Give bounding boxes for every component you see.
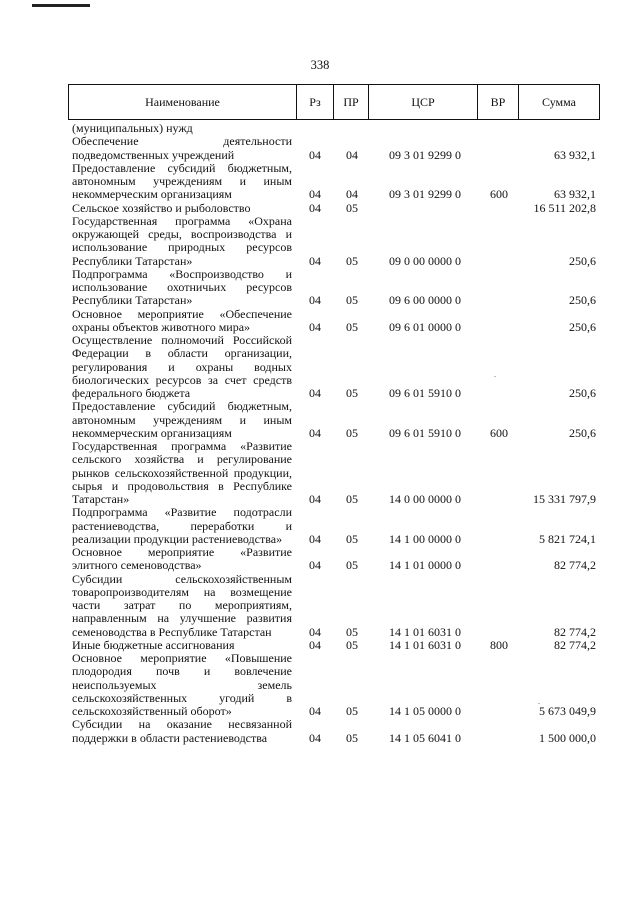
row-sum: 63 932,1 [554,187,596,202]
table-row [72,639,596,652]
row-vr: 600 [490,187,508,202]
table-row [72,400,596,440]
page-number: 338 [310,58,330,72]
row-sum: 5 821 724,1 [539,531,596,546]
scan-corner-mark [32,4,90,7]
row-csr: 14 1 01 6031 0 [389,624,461,639]
row-csr: 09 6 01 0000 0 [389,319,461,334]
row-pr: 05 [346,531,358,546]
row-name: Субсидии сельскохозяйственным товаропроизводителям на возмещение части затрат по мероприятиям, направленным на улучшение развития семеноводства в Республике Татарстан [72,571,292,639]
row-rz: 04 [309,386,321,400]
row-rz: 04 [309,637,321,652]
row-pr: 05 [346,558,358,573]
row-sum: 250,6 [569,425,596,440]
header-rz: Рз [297,85,334,119]
row-csr: 09 3 01 9299 0 [389,147,461,162]
row-name: Основное мероприятие «Повышение плодородия почв и вовлечение неиспользуемых земель сельскохозяйственных угодий в сельскохозяйственный оборот» [72,651,292,718]
row-sum: 82 774,2 [554,637,596,652]
row-name: Предоставление субсидий бюджетным, автономным учреждениям и иным некоммерческим организациям [72,160,292,202]
row-rz: 04 [309,730,321,745]
row-pr: 05 [346,386,358,400]
row-sum: 5 673 049,9 [539,704,596,718]
row-name: Обеспечение деятельности подведомственных учреждений [72,134,292,162]
budget-table-body [72,122,596,745]
row-name: Основное мероприятие «Обеспечение охраны объектов животного мира» [72,306,292,334]
table-row [72,652,596,718]
row-csr: 09 3 01 9299 0 [389,187,461,202]
row-rz: 04 [309,319,321,334]
row-pr: 04 [346,187,358,202]
row-pr: 04 [346,147,358,162]
row-csr: 14 1 01 0000 0 [389,558,461,573]
row-sum: 15 331 797,9 [533,492,596,506]
row-vr: 800 [490,637,508,652]
row-sum: 250,6 [569,319,596,334]
row-csr: 14 0 00 0000 0 [389,492,461,506]
row-csr: 14 1 00 0000 0 [389,531,461,546]
table-row [72,546,596,573]
table-row [72,215,596,268]
header-csr: ЦСР [369,85,478,119]
row-sum: 82 774,2 [554,558,596,573]
row-rz: 04 [309,147,321,162]
row-name: Иные бюджетные ассигнования [72,637,235,652]
row-pr: 05 [346,293,358,308]
row-pr: 05 [346,704,358,718]
row-rz: 04 [309,704,321,718]
row-csr: 09 0 00 0000 0 [389,253,461,268]
row-sum: 16 511 202,8 [533,200,596,215]
scan-speck [494,376,496,377]
row-sum: 82 774,2 [554,624,596,639]
scan-speck [538,703,540,704]
row-sum: 250,6 [569,253,596,268]
row-name: Субсидии на оказание несвязанной поддержки в области растениеводства [72,717,292,745]
row-name: Государственная программа «Развитие сельского хозяйства и регулирование рынков сельскохозяйственной продукции, сырья и продовольствия в Республике Татарстан» [72,439,292,506]
row-csr: 14 1 05 6041 0 [389,730,461,745]
row-rz: 04 [309,425,321,440]
row-sum: 250,6 [569,293,596,308]
table-row [72,122,596,135]
row-sum: 250,6 [569,386,596,400]
table-row [72,135,596,162]
row-pr: 05 [346,425,358,440]
row-vr: 600 [490,425,508,440]
table-row [72,268,596,308]
row-name: Подпрограмма «Воспроизводство и использование охотничьих ресурсов Республики Татарстан» [72,266,292,308]
row-pr: 05 [346,200,358,215]
row-rz: 04 [309,558,321,573]
table-row [72,162,596,202]
row-pr: 05 [346,319,358,334]
row-name: Государственная программа «Охрана окружающей среды, воспроизводства и использование природных ресурсов Республики Татарстан» [72,213,292,268]
row-pr: 05 [346,253,358,268]
row-pr: 05 [346,730,358,745]
row-csr: 09 6 01 5910 0 [389,386,461,400]
table-row [72,440,596,506]
row-rz: 04 [309,531,321,546]
header-sum: Сумма [542,94,576,109]
header-vr: ВР [478,85,519,119]
table-row [72,718,596,745]
row-sum: 63 932,1 [554,147,596,162]
row-rz: 04 [309,293,321,308]
table-row [72,334,596,400]
row-rz: 04 [309,624,321,639]
table-header [68,84,600,120]
row-pr: 05 [346,637,358,652]
row-rz: 04 [309,253,321,268]
row-pr: 05 [346,624,358,639]
row-name: Предоставление субсидий бюджетным, автономным учреждениям и иным некоммерческим организациям [72,399,292,440]
row-name: Сельское хозяйство и рыболовство [72,200,251,215]
row-rz: 04 [309,200,321,215]
row-csr: 14 1 05 0000 0 [389,704,461,718]
row-sum: 1 500 000,0 [539,730,596,745]
row-csr: 14 1 01 6031 0 [389,637,461,652]
header-pr: ПР [334,85,369,119]
table-row [72,202,596,215]
row-name: Осуществление полномочий Российской Федерации в области организации, регулирования и охраны водных биологических ресурсов за счет средств федерального бюджета [72,333,292,400]
row-csr: 09 6 00 0000 0 [389,293,461,308]
row-rz: 04 [309,187,321,202]
table-row [72,506,596,546]
row-rz: 04 [309,492,321,506]
header-name: Наименование [69,85,297,119]
row-pr: 05 [346,492,358,506]
row-name: (муниципальных) нужд [72,121,193,135]
table-row [72,308,596,335]
table-row [72,573,596,639]
row-name: Основное мероприятие «Развитие элитного семеноводства» [72,545,292,573]
row-csr: 09 6 01 5910 0 [389,425,461,440]
row-name: Подпрограмма «Развитие подотрасли растениеводства, переработки и реализации продукции растениеводства» [72,505,292,546]
